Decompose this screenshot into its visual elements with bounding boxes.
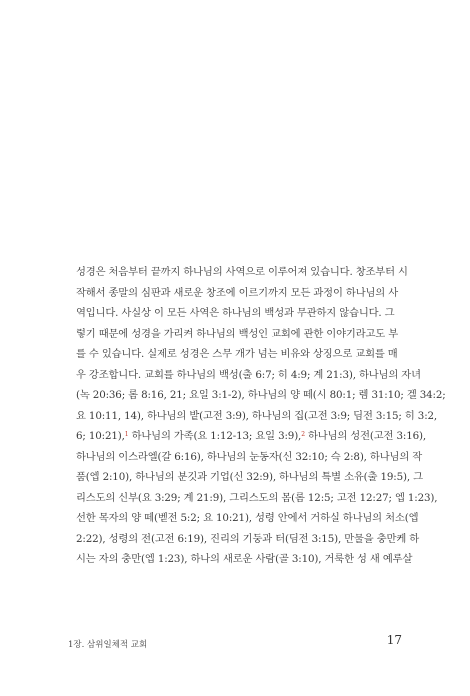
- text-line: (녹 20:36; 롬 8:16, 21; 요일 3:1-2), 하나님의 양 떼(시 80:1; 렘 31:10; 겔 34:2;: [76, 389, 446, 401]
- body-paragraph: [76, 262, 446, 570]
- text-line: 역입니다. 사실상 이 모든 사역은 하나님의 백성과 무관하지 않습니다. 그: [76, 307, 395, 319]
- text-line-with-footnotes: [76, 426, 426, 447]
- text-line: 시는 자의 충만(엡 1:23), 하나의 새로운 사람(골 3:10), 거룩한 성 새 예루살: [76, 553, 413, 565]
- text-line: 하나님의 이스라엘(갈 6:16), 하나님의 눈동자(신 32:10; 슥 2:8), 하나님의 작: [76, 450, 423, 463]
- text-line: 성경은 처음부터 끝까지 하나님의 사역으로 이루어져 있습니다. 창조부터 시: [76, 266, 408, 278]
- text-line: 2:22), 성령의 전(고전 6:19), 진리의 기둥과 터(딤전 3:15), 만물을 충만케 하: [76, 532, 420, 545]
- text-line: 렇기 때문에 성경을 가리켜 하나님의 백성인 교회에 관한 이야기라고도 부: [76, 327, 399, 340]
- text-segment: 하나님의 성전(고전 3:16),: [307, 430, 426, 442]
- text-line: 를 수 있습니다. 실제로 성경은 스무 개가 넘는 비유와 상징으로 교회를 매: [76, 348, 398, 360]
- footnote-mark: 2: [301, 431, 305, 438]
- text-line: 요 10:11, 14), 하나님의 밭(고전 3:9), 하나님의 집(고전 3:9; 딤전 3:15; 히 3:2,: [76, 409, 438, 422]
- text-line: 리스도의 신부(요 3:29; 계 21:9), 그리스도의 몸(롬 12:5; 고전 12:27; 엡 1:23),: [76, 491, 438, 504]
- page-number: 17: [386, 633, 402, 647]
- text-line: 우 강조합니다. 교회를 하나님의 백성(출 6:7; 히 4:9; 계 21:3), 하나님의 자녀: [76, 368, 421, 381]
- text-segment: 6; 10:21),: [76, 430, 125, 442]
- text-line: 품(엡 2:10), 하나님의 분깃과 기업(신 32:9), 하나님의 특별 소유(출 19:5), 그: [76, 471, 423, 483]
- running-footer-chapter: 1장. 삼위일체적 교회: [68, 640, 148, 650]
- footnote-mark: 1: [124, 431, 129, 438]
- text-line: 작해서 종말의 심판과 새로운 창조에 이르기까지 모든 과정이 하나님의 사: [76, 286, 399, 299]
- text-segment: 하나님의 가족(요 1:12-13; 요일 3:9),: [131, 430, 302, 442]
- text-line: 선한 목자의 양 떼(벧전 5:2; 요 10:21), 성령 안에서 거하실 하나님의 처소(엡: [76, 512, 419, 524]
